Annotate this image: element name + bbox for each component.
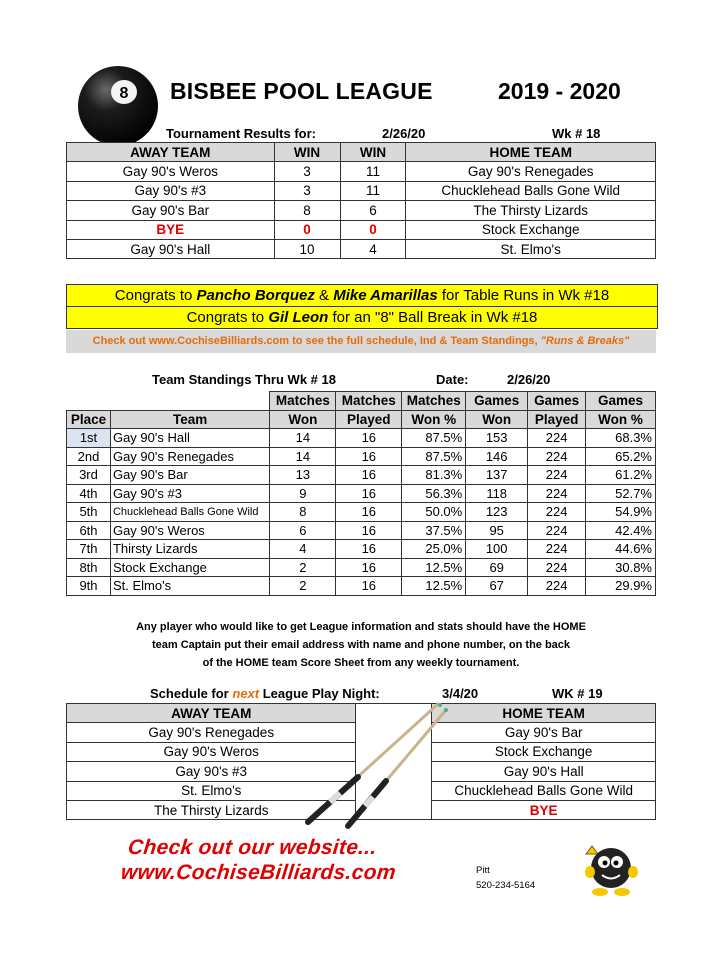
- blank-cell: [110, 392, 269, 411]
- congrats-text: for an "8" Ball Break in Wk #18: [332, 309, 538, 326]
- away-team: St. Elmo's: [67, 781, 356, 800]
- games-pct: 65.2%: [586, 447, 656, 466]
- matches-played: 16: [336, 503, 402, 522]
- col-home-team: HOME TEAM: [406, 143, 656, 162]
- congrats-ball-break: [66, 306, 658, 329]
- team-cell: Thirsty Lizards: [110, 540, 269, 559]
- results-week: Wk # 18: [552, 126, 601, 141]
- matches-won: 9: [270, 484, 336, 503]
- home-win: 11: [340, 162, 406, 181]
- matches-pct: 87.5%: [402, 429, 466, 448]
- team-cell: Gay 90's #3: [110, 484, 269, 503]
- table-row: [67, 466, 656, 485]
- home-team: Gay 90's Bar: [432, 723, 656, 742]
- games-won: 67: [466, 577, 528, 596]
- schedule-label: [150, 686, 380, 701]
- schedule-next: next: [232, 686, 260, 701]
- matches-won: 8: [270, 503, 336, 522]
- place-cell: 6th: [67, 521, 111, 540]
- col-matches-pct: Won %: [402, 410, 466, 429]
- team-cell: Gay 90's Weros: [110, 521, 269, 540]
- home-team: BYE: [432, 800, 656, 819]
- player-name: Mike Amarillas: [333, 287, 438, 304]
- schedule-week: WK # 19: [552, 686, 603, 701]
- matches-pct: 56.3%: [402, 484, 466, 503]
- away-team: Gay 90's Renegades: [67, 723, 356, 742]
- matches-played: 16: [336, 484, 402, 503]
- matches-won: 6: [270, 521, 336, 540]
- col-matches: Matches: [336, 392, 402, 411]
- home-team: Gay 90's Renegades: [406, 162, 656, 181]
- player-name: Gil Leon: [268, 309, 329, 326]
- matches-played: 16: [336, 558, 402, 577]
- standings-date-label: Date:: [436, 372, 469, 387]
- matches-won: 14: [270, 429, 336, 448]
- player-name: Pancho Borquez: [196, 287, 315, 304]
- table-row: [67, 162, 656, 181]
- congrats-text: Congrats to: [186, 309, 265, 326]
- place-cell: 5th: [67, 503, 111, 522]
- matches-won: 4: [270, 540, 336, 559]
- website-bar-text[interactable]: Check out www.CochiseBilliards.com to see the full schedule, Ind & Team Standings,: [92, 335, 538, 347]
- table-row: [67, 558, 656, 577]
- matches-won: 2: [270, 558, 336, 577]
- games-pct: 61.2%: [586, 466, 656, 485]
- website-link[interactable]: www.CochiseBilliards.com: [119, 861, 398, 884]
- home-win: 0: [340, 220, 406, 239]
- home-team: Gay 90's Hall: [432, 762, 656, 781]
- standings-header-bottom: [67, 410, 656, 429]
- matches-won: 13: [270, 466, 336, 485]
- col-matches-won: Won: [270, 410, 336, 429]
- games-won: 137: [466, 466, 528, 485]
- home-team: Stock Exchange: [406, 220, 656, 239]
- results-label: Tournament Results for:: [166, 126, 316, 141]
- away-team: Gay 90's Bar: [67, 201, 275, 220]
- matches-pct: 81.3%: [402, 466, 466, 485]
- congrats-table-runs: [66, 284, 658, 307]
- games-played: 224: [528, 484, 586, 503]
- matches-pct: 50.0%: [402, 503, 466, 522]
- away-win: 3: [274, 181, 340, 200]
- matches-pct: 12.5%: [402, 558, 466, 577]
- table-row: [67, 540, 656, 559]
- col-games-won: Won: [466, 410, 528, 429]
- eight-ball-icon: [76, 64, 160, 148]
- results-header-row: [67, 143, 656, 162]
- col-place: Place: [67, 410, 111, 429]
- table-row: [67, 220, 656, 239]
- away-team: BYE: [67, 220, 275, 239]
- standings-date: 2/26/20: [507, 372, 551, 387]
- place-cell: 8th: [67, 558, 111, 577]
- games-played: 224: [528, 577, 586, 596]
- away-win: 10: [274, 239, 340, 258]
- schedule-date: 3/4/20: [442, 686, 479, 701]
- matches-played: 16: [336, 447, 402, 466]
- team-cell: St. Elmo's: [110, 577, 269, 596]
- table-row: [67, 577, 656, 596]
- games-won: 146: [466, 447, 528, 466]
- matches-pct: 87.5%: [402, 447, 466, 466]
- col-matches-played: Played: [336, 410, 402, 429]
- notice-line: Any player who would like to get League information and stats should have the HOME: [136, 621, 586, 633]
- away-team: Gay 90's Hall: [67, 239, 275, 258]
- table-row: [67, 201, 656, 220]
- col-home-win: WIN: [340, 143, 406, 162]
- matches-played: 16: [336, 577, 402, 596]
- results-table: [66, 142, 656, 259]
- table-row: [67, 447, 656, 466]
- col-games: Games: [586, 392, 656, 411]
- matches-played: 16: [336, 540, 402, 559]
- standings-label: Team Standings Thru Wk # 18: [152, 372, 336, 387]
- col-home-team: HOME TEAM: [432, 704, 656, 723]
- col-away-team: AWAY TEAM: [67, 704, 356, 723]
- website-bar[interactable]: [66, 330, 656, 353]
- table-row: [67, 181, 656, 200]
- games-played: 224: [528, 558, 586, 577]
- standings-table: [66, 391, 656, 596]
- games-played: 224: [528, 447, 586, 466]
- games-won: 118: [466, 484, 528, 503]
- home-team: The Thirsty Lizards: [406, 201, 656, 220]
- page-title: BISBEE POOL LEAGUE: [170, 78, 433, 104]
- standings-header-top: [67, 392, 656, 411]
- team-cell: Stock Exchange: [110, 558, 269, 577]
- away-team: Gay 90's Weros: [67, 162, 275, 181]
- col-team: Team: [110, 410, 269, 429]
- away-win: 0: [274, 220, 340, 239]
- col-away-team: AWAY TEAM: [67, 143, 275, 162]
- home-team: Chucklehead Balls Gone Wild: [406, 181, 656, 200]
- mascot-ball-icon: [578, 832, 644, 898]
- matches-won: 2: [270, 577, 336, 596]
- contact-name: Pitt: [476, 865, 490, 876]
- games-pct: 68.3%: [586, 429, 656, 448]
- table-row: [67, 484, 656, 503]
- table-row: [67, 239, 656, 258]
- home-team: Stock Exchange: [432, 742, 656, 761]
- pool-cues-icon: [300, 700, 450, 830]
- games-pct: 52.7%: [586, 484, 656, 503]
- contact-info: [476, 863, 535, 893]
- away-team: The Thirsty Lizards: [67, 800, 356, 819]
- away-team: Gay 90's #3: [67, 762, 356, 781]
- ampersand: &: [319, 287, 330, 304]
- congrats-text: for Table Runs in Wk #18: [441, 287, 610, 304]
- games-won: 69: [466, 558, 528, 577]
- ball-number: 8: [119, 85, 129, 102]
- place-cell: 4th: [67, 484, 111, 503]
- home-win: 11: [340, 181, 406, 200]
- col-matches: Matches: [402, 392, 466, 411]
- contact-phone: 520-234-5164: [476, 880, 536, 891]
- games-won: 153: [466, 429, 528, 448]
- games-played: 224: [528, 540, 586, 559]
- home-team: Chucklehead Balls Gone Wild: [432, 781, 656, 800]
- matches-won: 14: [270, 447, 336, 466]
- place-cell: 1st: [67, 429, 111, 448]
- schedule-label-text: Schedule for: [150, 686, 229, 701]
- games-won: 100: [466, 540, 528, 559]
- away-win: 3: [274, 162, 340, 181]
- col-games-played: Played: [528, 410, 586, 429]
- col-games: Games: [466, 392, 528, 411]
- games-played: 224: [528, 503, 586, 522]
- home-team: St. Elmo's: [406, 239, 656, 258]
- results-date: 2/26/20: [382, 126, 426, 141]
- matches-pct: 12.5%: [402, 577, 466, 596]
- team-cell: Gay 90's Bar: [110, 466, 269, 485]
- table-row: [67, 503, 656, 522]
- team-cell: Gay 90's Hall: [110, 429, 269, 448]
- away-team: Gay 90's Weros: [67, 742, 356, 761]
- team-cell: Chucklehead Balls Gone Wild: [110, 503, 269, 522]
- runs-breaks-link[interactable]: "Runs & Breaks": [540, 335, 630, 347]
- games-pct: 44.6%: [586, 540, 656, 559]
- col-away-win: WIN: [274, 143, 340, 162]
- matches-played: 16: [336, 521, 402, 540]
- place-cell: 9th: [67, 577, 111, 596]
- season-label: 2019 - 2020: [498, 78, 621, 104]
- games-pct: 54.9%: [586, 503, 656, 522]
- games-played: 224: [528, 429, 586, 448]
- team-cell: Gay 90's Renegades: [110, 447, 269, 466]
- congrats-text: Congrats to: [114, 287, 193, 304]
- notice-line: of the HOME team Score Sheet from any weekly tournament.: [202, 657, 520, 669]
- blank-cell: [67, 392, 111, 411]
- games-pct: 30.8%: [586, 558, 656, 577]
- place-cell: 3rd: [67, 466, 111, 485]
- games-won: 123: [466, 503, 528, 522]
- table-row: [67, 429, 656, 448]
- col-games-pct: Won %: [586, 410, 656, 429]
- home-win: 4: [340, 239, 406, 258]
- website-promo: Check out our website...: [126, 836, 379, 859]
- schedule-label-text: League Play Night:: [262, 686, 380, 701]
- home-win: 6: [340, 201, 406, 220]
- away-win: 8: [274, 201, 340, 220]
- games-played: 224: [528, 466, 586, 485]
- notice-line: team Captain put their email address with name and phone number, on the back: [151, 639, 571, 651]
- games-pct: 29.9%: [586, 577, 656, 596]
- matches-pct: 25.0%: [402, 540, 466, 559]
- away-team: Gay 90's #3: [67, 181, 275, 200]
- matches-played: 16: [336, 466, 402, 485]
- games-pct: 42.4%: [586, 521, 656, 540]
- col-games: Games: [528, 392, 586, 411]
- matches-played: 16: [336, 429, 402, 448]
- place-cell: 7th: [67, 540, 111, 559]
- col-matches: Matches: [270, 392, 336, 411]
- place-cell: 2nd: [67, 447, 111, 466]
- matches-pct: 37.5%: [402, 521, 466, 540]
- table-row: [67, 521, 656, 540]
- games-played: 224: [528, 521, 586, 540]
- games-won: 95: [466, 521, 528, 540]
- notice-text: [66, 618, 656, 672]
